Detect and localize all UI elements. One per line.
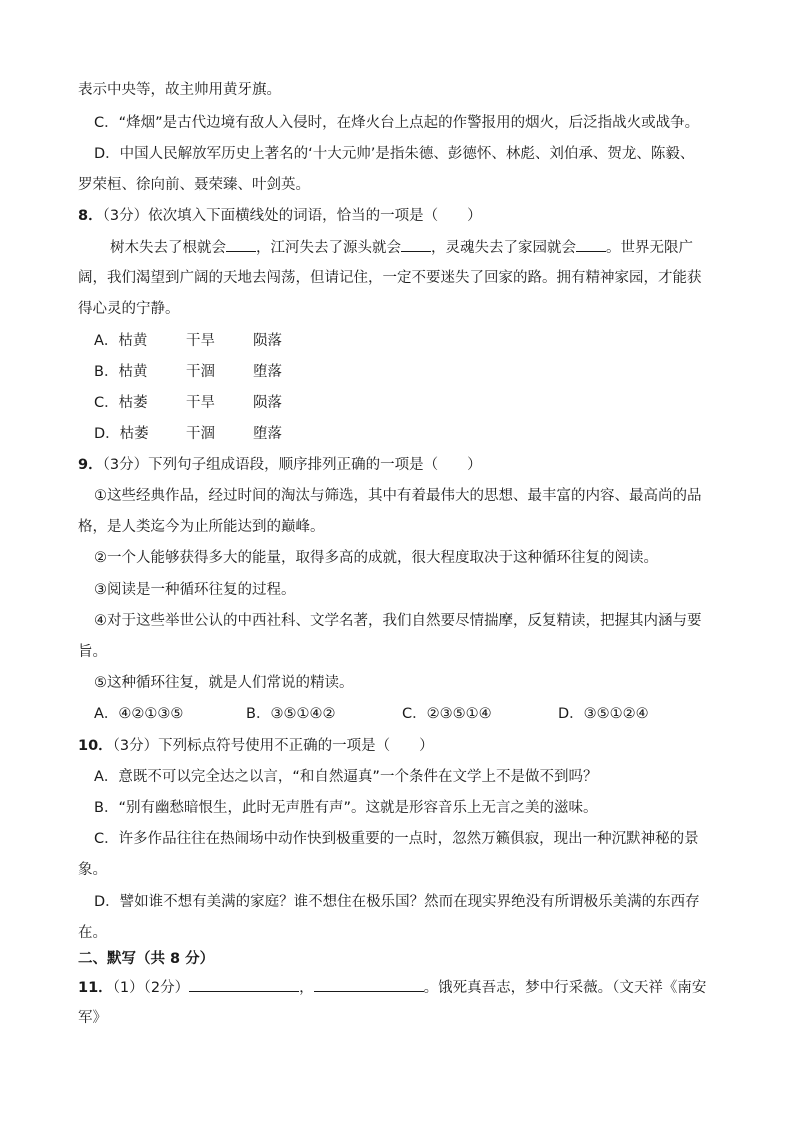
q9-option-b[interactable]: B．③⑤①④② xyxy=(246,706,336,722)
q8-option-a[interactable] xyxy=(94,331,354,351)
q9-option-c[interactable]: C．②③⑤①④ xyxy=(402,706,492,722)
q9-sentence-3: ③阅读是一种循环往复的过程。 xyxy=(94,582,296,598)
q9-option-a[interactable]: A．④②①③⑤ xyxy=(94,706,184,722)
q9-sentence-1-line1: ①这些经典作品，经过时间的淘汰与筛选，其中有着最伟大的思想、最丰富的内容、最高尚的品 xyxy=(94,488,702,504)
q8-stem xyxy=(78,206,482,226)
q11-line2: 军》 xyxy=(78,1010,107,1026)
q7-option-d-line1: D．中国人民解放军历史上著名的‘十大元帅’是指朱德、彭德怀、林彪、刘伯承、贺龙、陈毅、 xyxy=(94,146,695,162)
q8-option-b-word3: 堕落 xyxy=(253,364,282,380)
q10-option-d-line1[interactable]: D．譬如谁不想有美满的家庭？谁不想住在极乐国？然而在现实界绝没有所谓极乐美满的东西存 xyxy=(94,894,700,910)
q8-passage-line2: 阔，我们渴望到广阔的天地去闯荡，但请记住，一定不要迷失了回家的路。拥有精神家园，才能获 xyxy=(78,270,702,286)
q8-number: 8． xyxy=(78,208,103,224)
q8-option-d[interactable] xyxy=(94,424,354,444)
q8-option-c-word2: 干旱 xyxy=(186,395,215,411)
q9-stem-text: （3分）下列句子组成语段，顺序排列正确的一项是（ ） xyxy=(102,457,482,473)
q11-blank-2[interactable] xyxy=(314,977,424,992)
q8-stem-text: （3分）依次填入下面横线处的词语，恰当的一项是（ ） xyxy=(102,208,482,224)
q10-option-c-line2: 象。 xyxy=(78,862,107,878)
q8-option-b-word1: B．枯黄 xyxy=(94,364,148,380)
q9-option-d[interactable]: D．③⑤①②④ xyxy=(558,706,649,722)
q8-option-b-word2: 干涸 xyxy=(186,364,215,380)
section-2-title: 二、默写（共 8 分） xyxy=(78,951,215,967)
q7-option-c: C．“烽烟”是古代边境有敌人入侵时，在烽火台上点起的作警报用的烟火，后泛指战火或战争。 xyxy=(94,115,700,131)
q10-number: 10． xyxy=(78,738,113,754)
q9-options-row xyxy=(94,704,714,724)
q8-passage-line3: 得心灵的宁静。 xyxy=(78,301,180,317)
q9-number: 9． xyxy=(78,457,103,473)
q8-passage-part-c: ，灵魂失去了家园就会 xyxy=(431,240,576,256)
q8-option-d-word3: 堕落 xyxy=(253,426,282,442)
q7-continued-text: 表示中央等，故主帅用黄牙旗。 xyxy=(78,82,281,98)
q8-option-a-word3: 陨落 xyxy=(253,333,282,349)
q10-option-c-line1[interactable]: C．许多作品往往在热闹场中动作快到极重要的一点时，忽然万籁俱寂，现出一种沉默神秘的景 xyxy=(94,831,699,847)
q9-sentence-1-line2: 格，是人类迄今为止所能达到的巅峰。 xyxy=(78,519,325,535)
q9-sentence-2: ②一个人能够获得多大的能量，取得多高的成就，很大程度取决于这种循环往复的阅读。 xyxy=(94,550,658,566)
q8-passage-part-b: ，江河失去了源头就会 xyxy=(256,240,401,256)
q10-stem-text: （3分）下列标点符号使用不正确的一项是（ ） xyxy=(112,738,434,754)
q8-option-d-word1: D．枯萎 xyxy=(94,426,149,442)
q9-sentence-5: ⑤这种循环往复，就是人们常说的精读。 xyxy=(94,675,354,691)
q8-option-c-word3: 陨落 xyxy=(253,395,282,411)
q11-separator: ， xyxy=(299,980,314,996)
q11-line1 xyxy=(78,977,706,998)
q7-option-d-line2: 罗荣桓、徐向前、聂荣臻、叶剑英。 xyxy=(78,177,310,193)
q8-option-d-word2: 干涸 xyxy=(186,426,215,442)
q8-option-c[interactable] xyxy=(94,393,354,413)
q11-prefix: （1）（2分） xyxy=(112,980,190,996)
q9-stem xyxy=(78,455,482,475)
q9-sentence-4-line1: ④对于这些举世公认的中西社科、文学名著，我们自然要尽情揣摩，反复精读，把握其内涵与要 xyxy=(94,613,702,629)
q11-number: 11． xyxy=(78,980,113,996)
q8-passage-part-d: 。世界无限广 xyxy=(606,240,693,256)
q8-blank-3[interactable] xyxy=(576,237,606,252)
q8-option-a-word2: 干旱 xyxy=(186,333,215,349)
q10-option-a[interactable]: A．意既不可以完全达之以言，“和自然逼真”一个条件在文学上不是做不到吗？ xyxy=(94,769,598,785)
q8-option-c-word1: C．枯萎 xyxy=(94,395,148,411)
q8-passage-part-a: 树木失去了根就会 xyxy=(110,240,226,256)
q11-blank-1[interactable] xyxy=(189,977,299,992)
q8-option-a-word1: A．枯黄 xyxy=(94,333,148,349)
q8-option-b[interactable] xyxy=(94,362,354,382)
q11-suffix: 。饿死真吾志，梦中行采薇。（文天祥《南安 xyxy=(423,980,707,996)
q8-blank-2[interactable] xyxy=(401,237,431,252)
q10-option-d-line2: 在。 xyxy=(78,925,107,941)
q8-passage-line1 xyxy=(110,237,693,258)
q10-option-b[interactable]: B．“别有幽愁暗恨生，此时无声胜有声”。这就是形容音乐上无言之美的滋味。 xyxy=(94,800,598,816)
q9-sentence-4-line2: 旨。 xyxy=(78,644,107,660)
q8-blank-1[interactable] xyxy=(226,237,256,252)
q10-stem xyxy=(78,736,434,756)
